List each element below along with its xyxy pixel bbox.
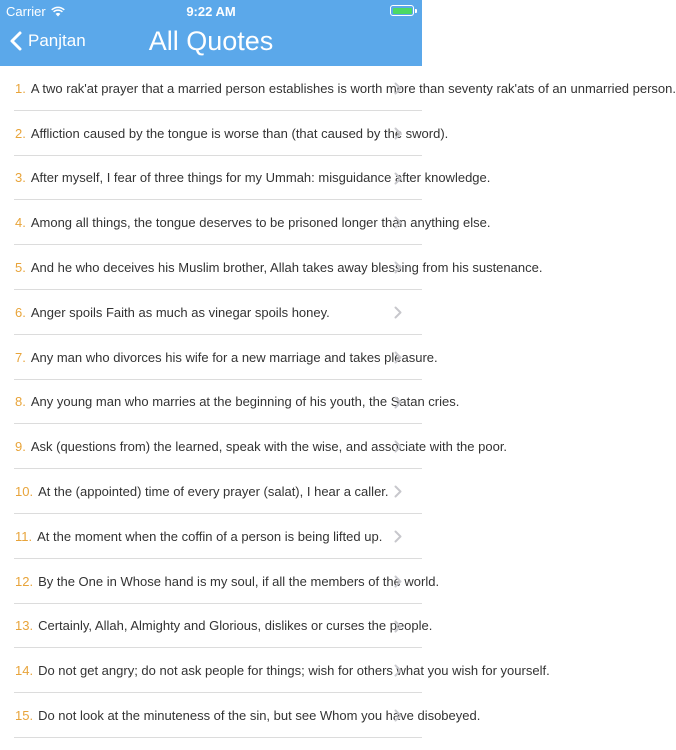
list-item[interactable] [0, 380, 460, 425]
status-bar [0, 0, 422, 22]
quote-list [0, 66, 676, 738]
chevron-right-icon [394, 485, 402, 498]
chevron-right-icon [394, 530, 402, 543]
quote-number: 14. [15, 663, 34, 679]
chevron-right-icon [394, 620, 402, 633]
chevron-right-icon [394, 172, 402, 185]
quote-number: 5. [15, 260, 26, 276]
chevron-right-icon [394, 575, 402, 588]
list-item[interactable] [0, 514, 422, 559]
back-button-label: Panjtan [28, 31, 86, 50]
quote-text: After myself, I fear of three things for my Ummah: misguidance after knowledge. [30, 170, 491, 186]
quote-number: 10. [15, 484, 34, 500]
quote-number: 13. [15, 618, 34, 634]
chevron-right-icon [394, 396, 402, 409]
quote-text: Anger spoils Faith as much as vinegar spoils honey. [30, 304, 330, 320]
quote-number: 12. [15, 573, 34, 589]
quote-number: 1. [15, 80, 26, 96]
quote-number: 11. [15, 528, 33, 544]
quote-number: 6. [15, 304, 26, 320]
carrier-label: Carrier [6, 4, 46, 19]
list-item[interactable] [0, 156, 491, 201]
chevron-right-icon [394, 216, 402, 229]
quote-text: Any man who divorces his wife for a new marriage and takes pleasure. [30, 349, 438, 365]
list-item[interactable] [0, 648, 550, 693]
list-item[interactable] [0, 290, 422, 335]
quote-number: 4. [15, 215, 26, 231]
nav-bar [0, 22, 422, 66]
list-item[interactable] [0, 469, 422, 514]
chevron-right-icon [394, 351, 402, 364]
quote-number: 7. [15, 349, 26, 365]
quote-number: 15. [15, 708, 34, 724]
chevron-right-icon [394, 127, 402, 140]
list-item[interactable] [0, 604, 433, 649]
list-item[interactable] [0, 559, 440, 604]
chevron-right-icon [394, 306, 402, 319]
quote-text: Do not get angry; do not ask people for things; wish for others what you wish for yourself. [38, 663, 550, 679]
quote-text: Certainly, Allah, Almighty and Glorious, dislikes or curses the people. [38, 618, 433, 634]
list-item[interactable] [0, 424, 508, 469]
list-item[interactable] [0, 245, 543, 290]
quote-text: At the (appointed) time of every prayer (salat), I hear a caller. [38, 484, 389, 500]
navigation-header [0, 0, 422, 66]
quote-number: 8. [15, 394, 26, 410]
quote-text: Among all things, the tongue deserves to be prisoned longer than anything else. [30, 215, 491, 231]
quote-number: 2. [15, 125, 26, 141]
list-item[interactable] [0, 200, 491, 245]
page-title: All Quotes [148, 26, 274, 56]
chevron-right-icon [394, 664, 402, 677]
chevron-right-icon [394, 709, 402, 722]
quote-text: Any young man who marries at the beginning of his youth, the Satan cries. [30, 394, 460, 410]
list-item[interactable] [0, 335, 438, 380]
quote-text: A two rak'at prayer that a married person establishes is worth more than seventy rak'ats of an unmarried person. [30, 80, 676, 96]
quote-number: 9. [15, 439, 26, 455]
list-item[interactable] [0, 111, 449, 156]
quote-text: Ask (questions from) the learned, speak with the wise, and associate with the poor. [30, 439, 508, 455]
quote-text: By the One in Whose hand is my soul, if all the members of the world. [38, 573, 440, 589]
quote-text: Do not look at the minuteness of the sin, but see Whom you have disobeyed. [38, 708, 481, 724]
list-item[interactable] [0, 693, 481, 738]
quote-text: At the moment when the coffin of a person is being lifted up. [37, 528, 383, 544]
chevron-right-icon [394, 82, 402, 95]
quote-number: 3. [15, 170, 26, 186]
chevron-right-icon [394, 440, 402, 453]
battery-icon [390, 5, 414, 16]
status-time: 9:22 AM [186, 4, 236, 19]
quote-text: And he who deceives his Muslim brother, Allah takes away blessing from his sustenance. [30, 260, 543, 276]
chevron-right-icon [394, 261, 402, 274]
quote-text: Affliction caused by the tongue is worse than (that caused by the sword). [30, 125, 449, 141]
list-item[interactable] [0, 66, 676, 111]
